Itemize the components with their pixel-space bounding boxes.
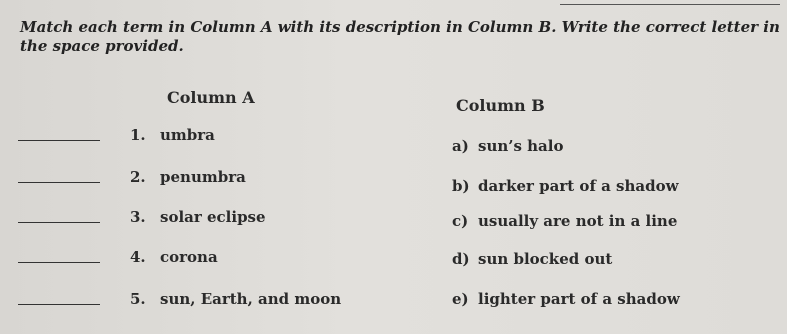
column-a-number: 4. xyxy=(130,248,146,266)
column-a-term: penumbra xyxy=(160,168,246,186)
column-b-description: lighter part of a shadow xyxy=(478,290,680,308)
column-b-letter: e) xyxy=(452,290,469,308)
column-b-item-e xyxy=(452,290,680,308)
answer-blank-3[interactable] xyxy=(18,222,100,223)
column-a-heading: Column A xyxy=(167,88,255,107)
column-a-item-1 xyxy=(130,126,215,144)
column-a-term: umbra xyxy=(160,126,215,144)
column-a-number: 3. xyxy=(130,208,146,226)
column-b-item-a xyxy=(452,137,563,155)
column-b-letter: a) xyxy=(452,137,469,155)
column-a-term: corona xyxy=(160,248,218,266)
column-a-item-4 xyxy=(130,248,218,266)
column-a-number: 1. xyxy=(130,126,146,144)
column-b-item-d xyxy=(452,250,612,268)
column-a-term: solar eclipse xyxy=(160,208,266,226)
answer-blank-5[interactable] xyxy=(18,304,100,305)
answer-blank-1[interactable] xyxy=(18,140,100,141)
column-a-item-5 xyxy=(130,290,341,308)
column-b-letter: d) xyxy=(452,250,470,268)
column-b-item-c xyxy=(452,212,677,230)
column-a-number: 5. xyxy=(130,290,146,308)
column-a-item-2 xyxy=(130,168,246,186)
column-b-letter: c) xyxy=(452,212,469,230)
answer-blank-2[interactable] xyxy=(18,182,100,183)
column-b-letter: b) xyxy=(452,177,470,195)
column-a-term: sun, Earth, and moon xyxy=(160,290,342,308)
column-a-number: 2. xyxy=(130,168,146,186)
answer-blank-4[interactable] xyxy=(18,262,100,263)
top-rule xyxy=(560,4,780,5)
column-b-description: usually are not in a line xyxy=(478,212,678,230)
column-a-item-3 xyxy=(130,208,266,226)
column-b-description: darker part of a shadow xyxy=(478,177,679,195)
column-b-description: sun blocked out xyxy=(478,250,613,268)
column-b-item-b xyxy=(452,177,679,195)
column-b-description: sun’s halo xyxy=(478,137,564,155)
column-b-heading: Column B xyxy=(456,96,545,115)
instructions: Match each term in Column A with its description in Column B. Write the correct letter in the space provided. xyxy=(20,18,780,55)
